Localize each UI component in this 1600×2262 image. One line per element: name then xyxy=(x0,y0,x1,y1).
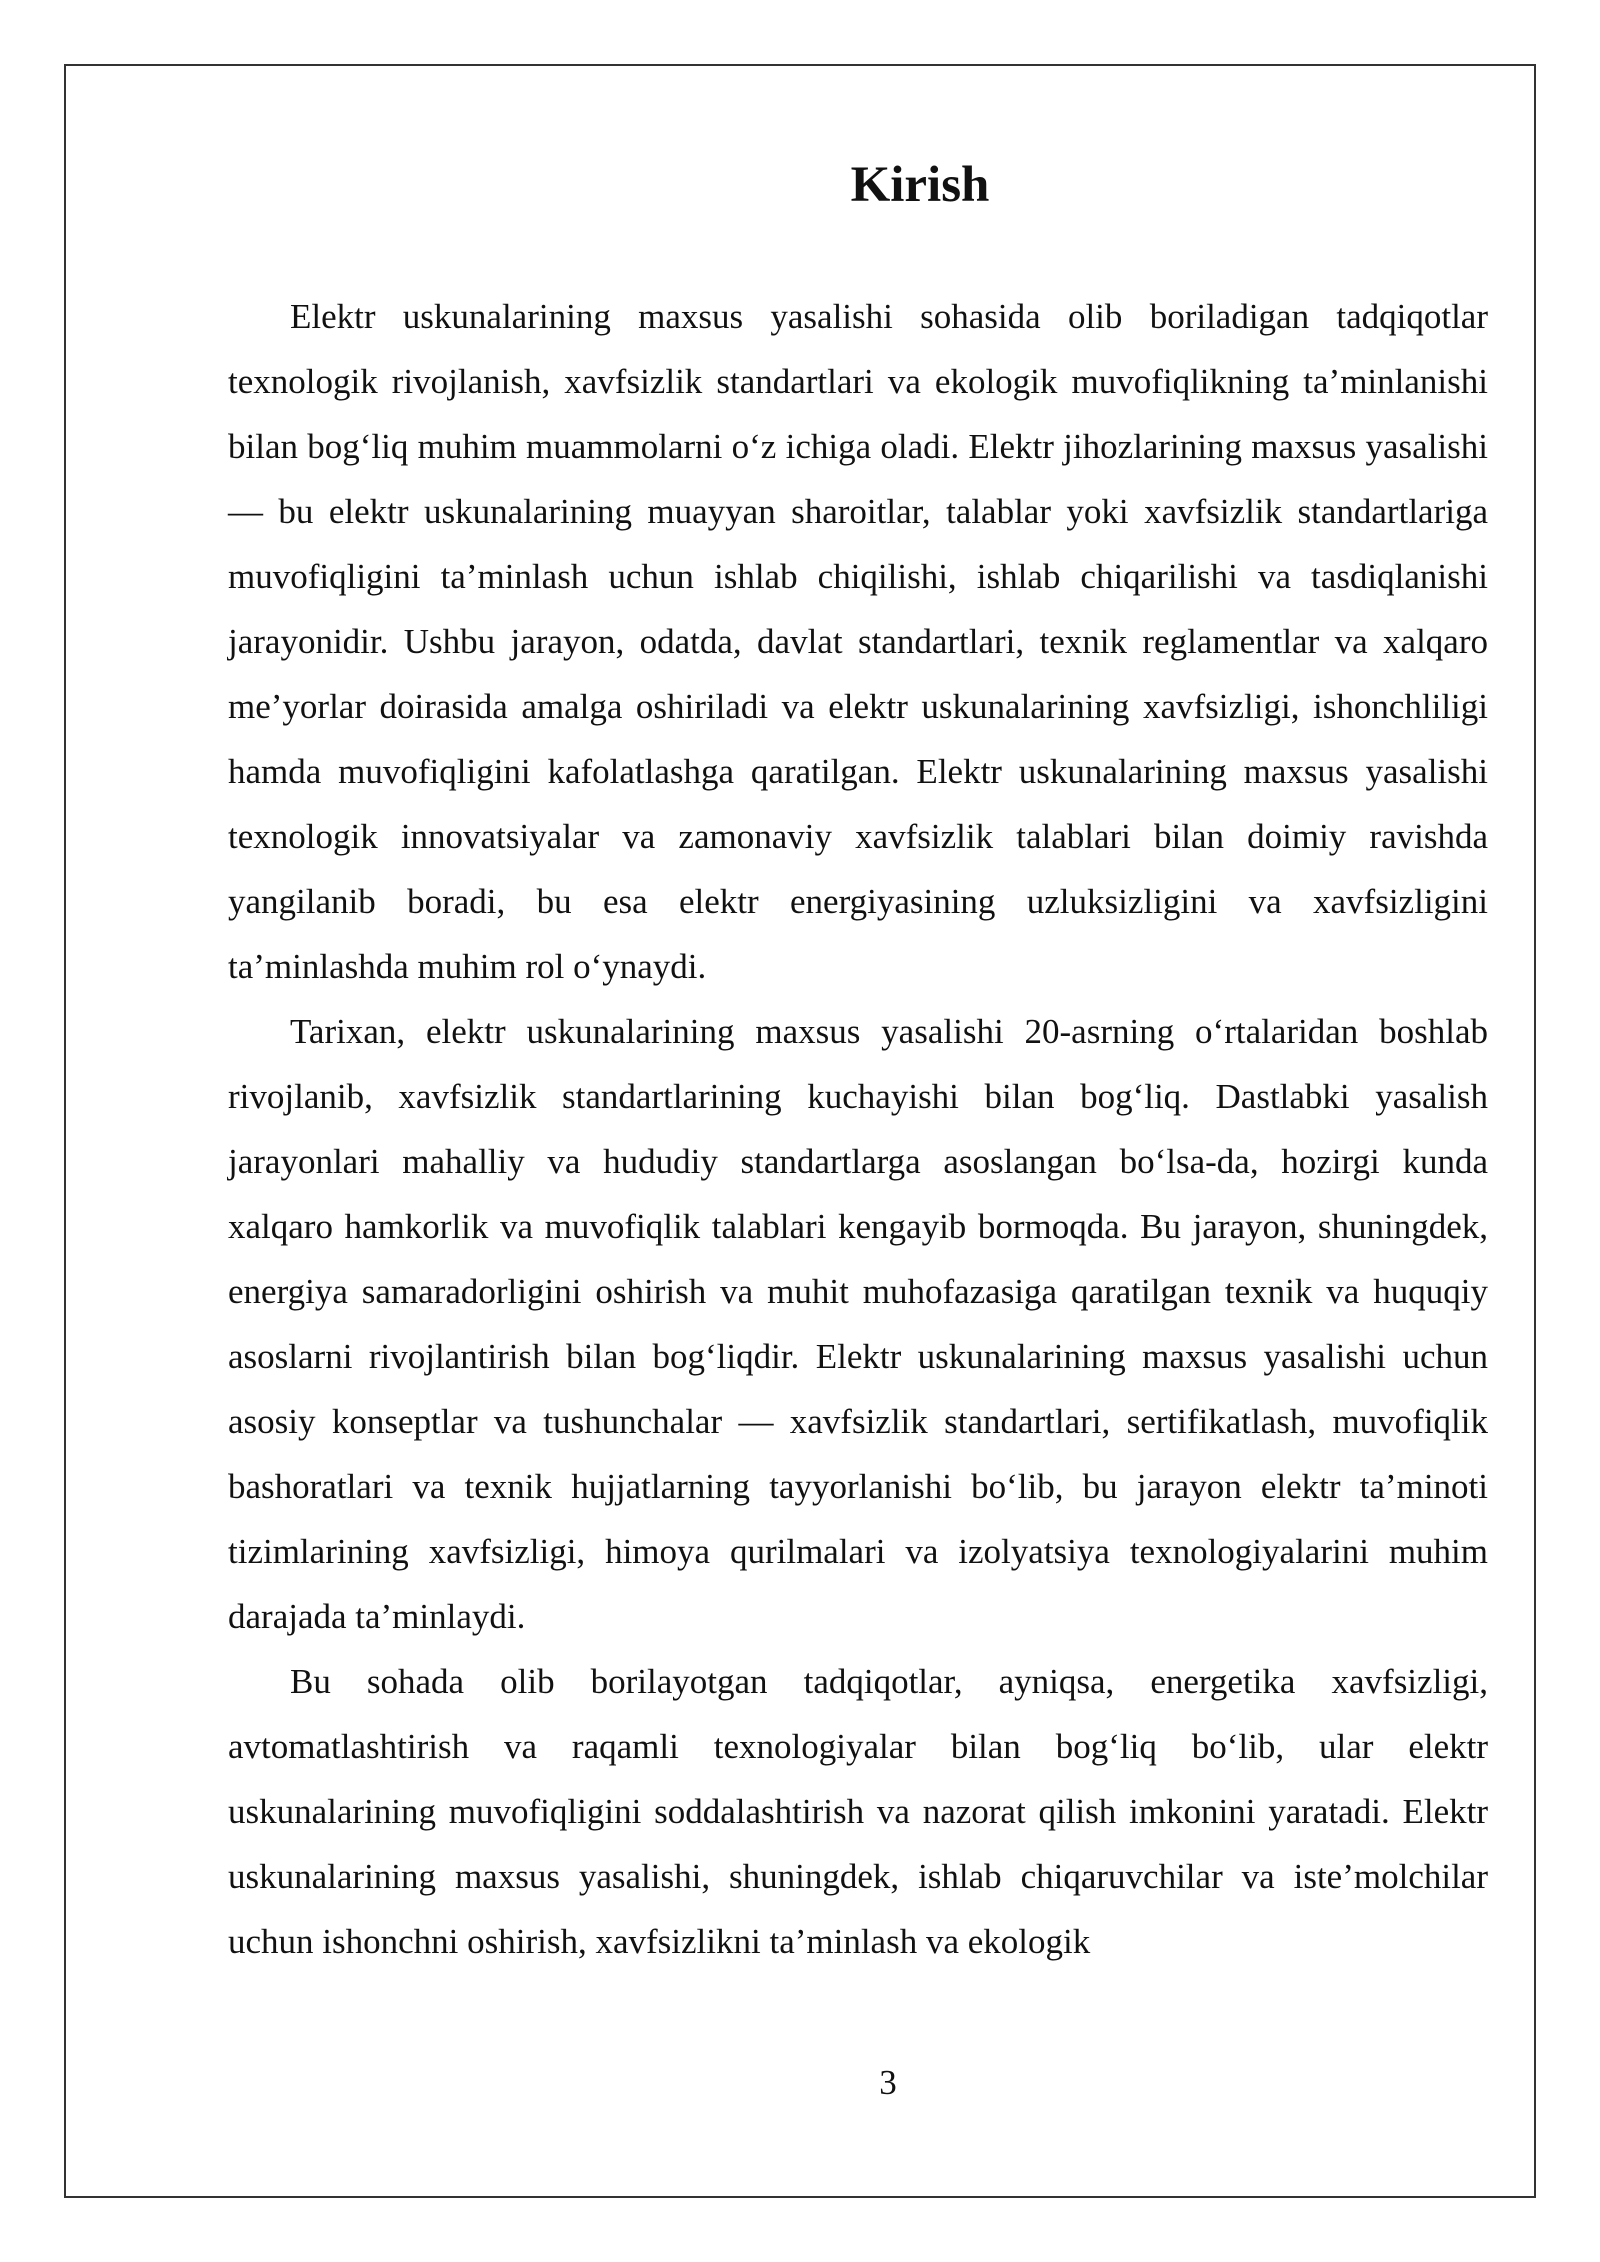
page-number: 3 xyxy=(879,2063,897,2102)
paragraph-3: Bu sohada olib borilayotgan tadqiqotlar, ayniqsa, energetika xavfsizligi, avtomatlashtirish va raqamli texnologiyalar bilan bog‘liq bo‘lib, ular elektr uskunalarining muvofiqligini soddalashtirish va nazorat qilish imkonini yaratadi. Elektr uskunalarining maxsus yasalishi, shuningdek, ishlab chiqaruvchilar va iste’molchilar uchun ishonchni oshirish, xavfsizlikni ta’minlash va ekologik xyxy=(228,1662,1488,1961)
paragraph-1: Elektr uskunalarining maxsus yasalishi sohasida olib boriladigan tadqiqotlar texnologik rivojlanish, xavfsizlik standartlari va ekologik muvofiqlikning ta’minlanishi bilan bog‘liq muhim muammolarni o‘z ichiga oladi. Elektr jihozlarining maxsus yasalishi — bu elektr uskunalarining muayyan sharoitlar, talablar yoki xavfsizlik standartlariga muvofiqligini ta’minlash uchun ishlab chiqilishi, ishlab chiqarilishi va tasdiqlanishi jarayonidir. Ushbu jarayon, odatda, davlat standartlari, texnik reglamentlar va xalqaro me’yorlar doirasida amalga oshiriladi va elektr uskunalarining xavfsizligi, ishonchliligi hamda muvofiqligini kafolatlashga qaratilgan. Elektr uskunalarining maxsus yasalishi texnologik innovatsiyalar va zamonaviy xavfsizlik talablari bilan doimiy ravishda yangilanib boradi, bu esa elektr energiyasining uzluksizligini va xavfsizligini ta’minlashda muhim rol o‘ynaydi. xyxy=(228,297,1488,986)
page-content xyxy=(228,150,1488,1974)
section-title: Kirish xyxy=(850,157,990,213)
paragraph-2: Tarixan, elektr uskunalarining maxsus yasalishi 20-asrning o‘rtalaridan boshlab rivojlanib, xavfsizlik standartlarining kuchayishi bilan bog‘liq. Dastlabki yasalish jarayonlari mahalliy va hududiy standartlarga asoslangan bo‘lsa-da, hozirgi kunda xalqaro hamkorlik va muvofiqlik talablari kengayib bormoqda. Bu jarayon, shuningdek, energiya samaradorligini oshirish va muhit muhofazasiga qaratilgan texnik va huquqiy asoslarni rivojlantirish bilan bog‘liqdir. Elektr uskunalarining maxsus yasalishi uchun asosiy konseptlar va tushunchalar — xavfsizlik standartlari, sertifikatlash, muvofiqlik bashoratlari va texnik hujjatlarning tayyorlanishi bo‘lib, bu jarayon elektr ta’minoti tizimlarining xavfsizligi, himoya qurilmalari va izolyatsiya texnologiyalarini muhim darajada ta’minlaydi. xyxy=(228,1012,1488,1636)
